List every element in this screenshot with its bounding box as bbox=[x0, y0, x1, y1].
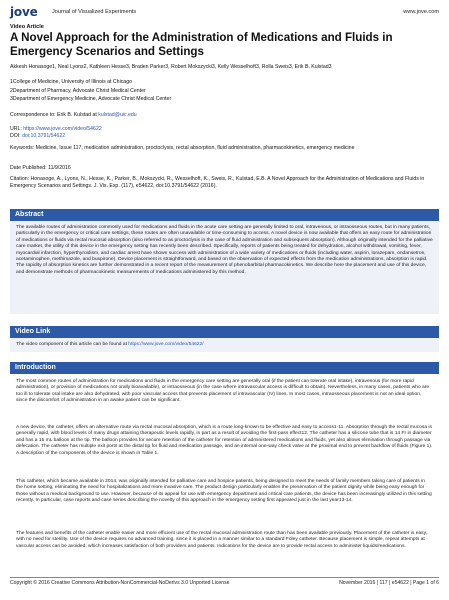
video-link-body bbox=[10, 338, 439, 352]
date-published: Date Published: 11/9/2016 bbox=[10, 165, 71, 171]
video-link-url[interactable]: https://www.jove.com/video/54622/ bbox=[128, 342, 204, 347]
correspondence-label: Correspondence to: Erik B. Kulstad at bbox=[10, 112, 97, 118]
abstract-heading: Abstract bbox=[10, 209, 439, 221]
video-link-text: The video component of this article can be found at bbox=[16, 342, 127, 347]
url-label: URL: bbox=[10, 126, 22, 132]
article-url-link[interactable]: https://www.jove.com/video/54622 bbox=[23, 126, 102, 132]
affiliation-item: 1College of Medicine, University of Illinois at Chicago bbox=[10, 79, 132, 85]
affiliation-item: 3Department of Emergency Medicine, Advocate Christ Medical Center bbox=[10, 96, 172, 102]
article-type: Video Article bbox=[10, 24, 44, 30]
affiliations bbox=[10, 78, 439, 104]
intro-paragraph: This catheter, which became available in 2014, was originally intended for palliative care and hospice patients, being designed to meet the needs of family members taking care of patients in the home setting, eliminating the need for hospitalizations and more invasive care. The product design particularly enables the preservation of the patient dignity while being easy enough for those without a medical background to use. However, because of its appeal for use with emergency department and critical care patients, the device has been increasingly utilized in this setting recently. In particular, case reports and case series describing the novelty of this approach in the emergency setting first appeared just in the last year13-14. bbox=[16, 479, 432, 504]
journal-name: Journal of Visualized Experiments bbox=[52, 9, 137, 15]
doi-link[interactable]: doi:10.3791/54622 bbox=[22, 133, 66, 139]
correspondence bbox=[10, 112, 439, 119]
keywords: Keywords: Medicine, Issue 117, medication administration, proctoclysis, rectal absorption, fluid administration, pharmacokinetics, emergency medicine bbox=[10, 145, 355, 151]
video-link-heading: Video Link bbox=[10, 326, 439, 338]
introduction-heading: Introduction bbox=[10, 362, 439, 374]
affiliation-item: 2Department of Pharmacy, Advocate Christ Medical Center bbox=[10, 87, 146, 94]
intro-paragraph: The most common routes of administration for medications and fluids in the emergency care setting are generally oral (if the patient can tolerate oral intake), intravenous (for more rapid administration), or provision of medications not orally bioavailable), or intraosseous (in the case where intravascular access is difficult to obtain). Nevertheless, in many cases, patients who are too ill to tolerate oral intake are also dehydrated, with poor vascular access that prevents placement of intravascular (IV) lines. In most cases, intraosseous placement is not an ideal option, since the discomfort of administration in an awake patient can be significant. bbox=[16, 379, 430, 404]
intro-paragraph: A new device, the catheter, offers an alternative route via rectal mucosal absorption, which is a route long-known to be effective and easy to access1-11. Absorption through the rectal mucosa is generally rapid, with blood levels of many drugs attaining therapeutic levels rapidly, in part as a result of avoiding the first-pass effect12. The catheter has a silicone tube that is 14 Fr in diameter and has a 15 mL balloon at the tip. The balloon provides for secure retention of the catheter for retention of administered medications and fluids, yet also allows elimination through passage via defecation. The catheter has multiple exit ports at the distal tip for fluid and medication passage, and an internal one-way check valve at the proximal end to prevent backflow of fluids (Figure 1). A description of the components of the device is shown in Table 1. bbox=[16, 425, 433, 456]
doi-label: DOI: bbox=[10, 133, 21, 139]
jove-logo: jove bbox=[10, 5, 38, 19]
license-text: Copyright © 2016 Creative Commons Attribution-NonCommercial-NoDerivs 3.0 Unported License bbox=[10, 580, 230, 586]
citation: Citation: Honasoge, A., Lyons, N., Hesse, K., Parker, B., Mokszycki, R., Wesselhoft, K., Sweis, R., Kulstad, E.B. A Novel Approach for the Administration of Medications and Fluids in Emergency Scenarios and Settings. J. Vis. Exp. (117), e54622, doi:10.3791/54622 (2016). bbox=[10, 176, 425, 189]
footer-divider bbox=[10, 577, 439, 578]
article-identifiers bbox=[10, 126, 439, 140]
page-info: November 2016 | 117 | e54622 | Page 1 of 6 bbox=[339, 580, 439, 586]
article-title: A Novel Approach for the Administration of Medications and Fluids in Emergency Scenarios and Settings bbox=[10, 31, 393, 58]
page-header bbox=[10, 5, 439, 20]
correspondence-email-link[interactable]: kulstad@uic.edu bbox=[98, 112, 137, 118]
header-url[interactable]: www.jove.com bbox=[403, 9, 439, 15]
intro-paragraph: The features and benefits of the catheter enable easier and more efficient use of the rectal mucosal administration route than has been available previously. Placement of the catheter is easy, with no need for sterility. Use of the device requires no advanced training, since it is placed in a manner similar to a standard Foley catheter. Because placement is simple, repeat attempts at vascular access can be avoided, which increases satisfaction of both providers and patients. Indications for the device are to provide rectal access to administer liquids/medications. bbox=[16, 531, 428, 549]
abstract-body: The available routes of administration commonly used for medications and fluids in the acute care setting are generally limited to oral, intravenous, or intraosseous routes, but in many patients, particularly in the emergency or critical care settings, these routes are often unavailable or time-consuming to access. A novel device is now available that offers an easy route for administration of medications or fluids via rectal mucosal absorption (also referred to as proctoclysis in the case of fluid administration and subsequent absorption). Although originally intended for the palliative care market, the utility of this device in the emergency setting has recently been described. Specifically, reports of patients being treated for dehydration, alcohol withdrawal, vomiting, fever, myocardial infarction, hyperthyroidism, and cardiac arrest have shown success with administration of a wide variety of medications or fluids (including water, aspirin, lorazepam, ondansetron, acetaminophen, methimazole, and buspirone). Device placement is straightforward, and based on the observation of expected effects from the medication administrations, absorption is rapid. The rapidity of absorption kinetics are further demonstrated in a recent report of the measurement of phenobarbital pharmacokinetics. We describe here the placement and use of this device, and demonstrate methods of pharmacokinetic measurements of medications administered by this method. bbox=[10, 221, 439, 314]
author-list: Akkesh Honasoge1, Neal Lyons2, Kathleen Hesse3, Braden Parker3, Robert Mokszycki3, Kelly Wesselhoft3, Rolla Sweis3, Erik B. Kulstad3 bbox=[10, 64, 332, 70]
